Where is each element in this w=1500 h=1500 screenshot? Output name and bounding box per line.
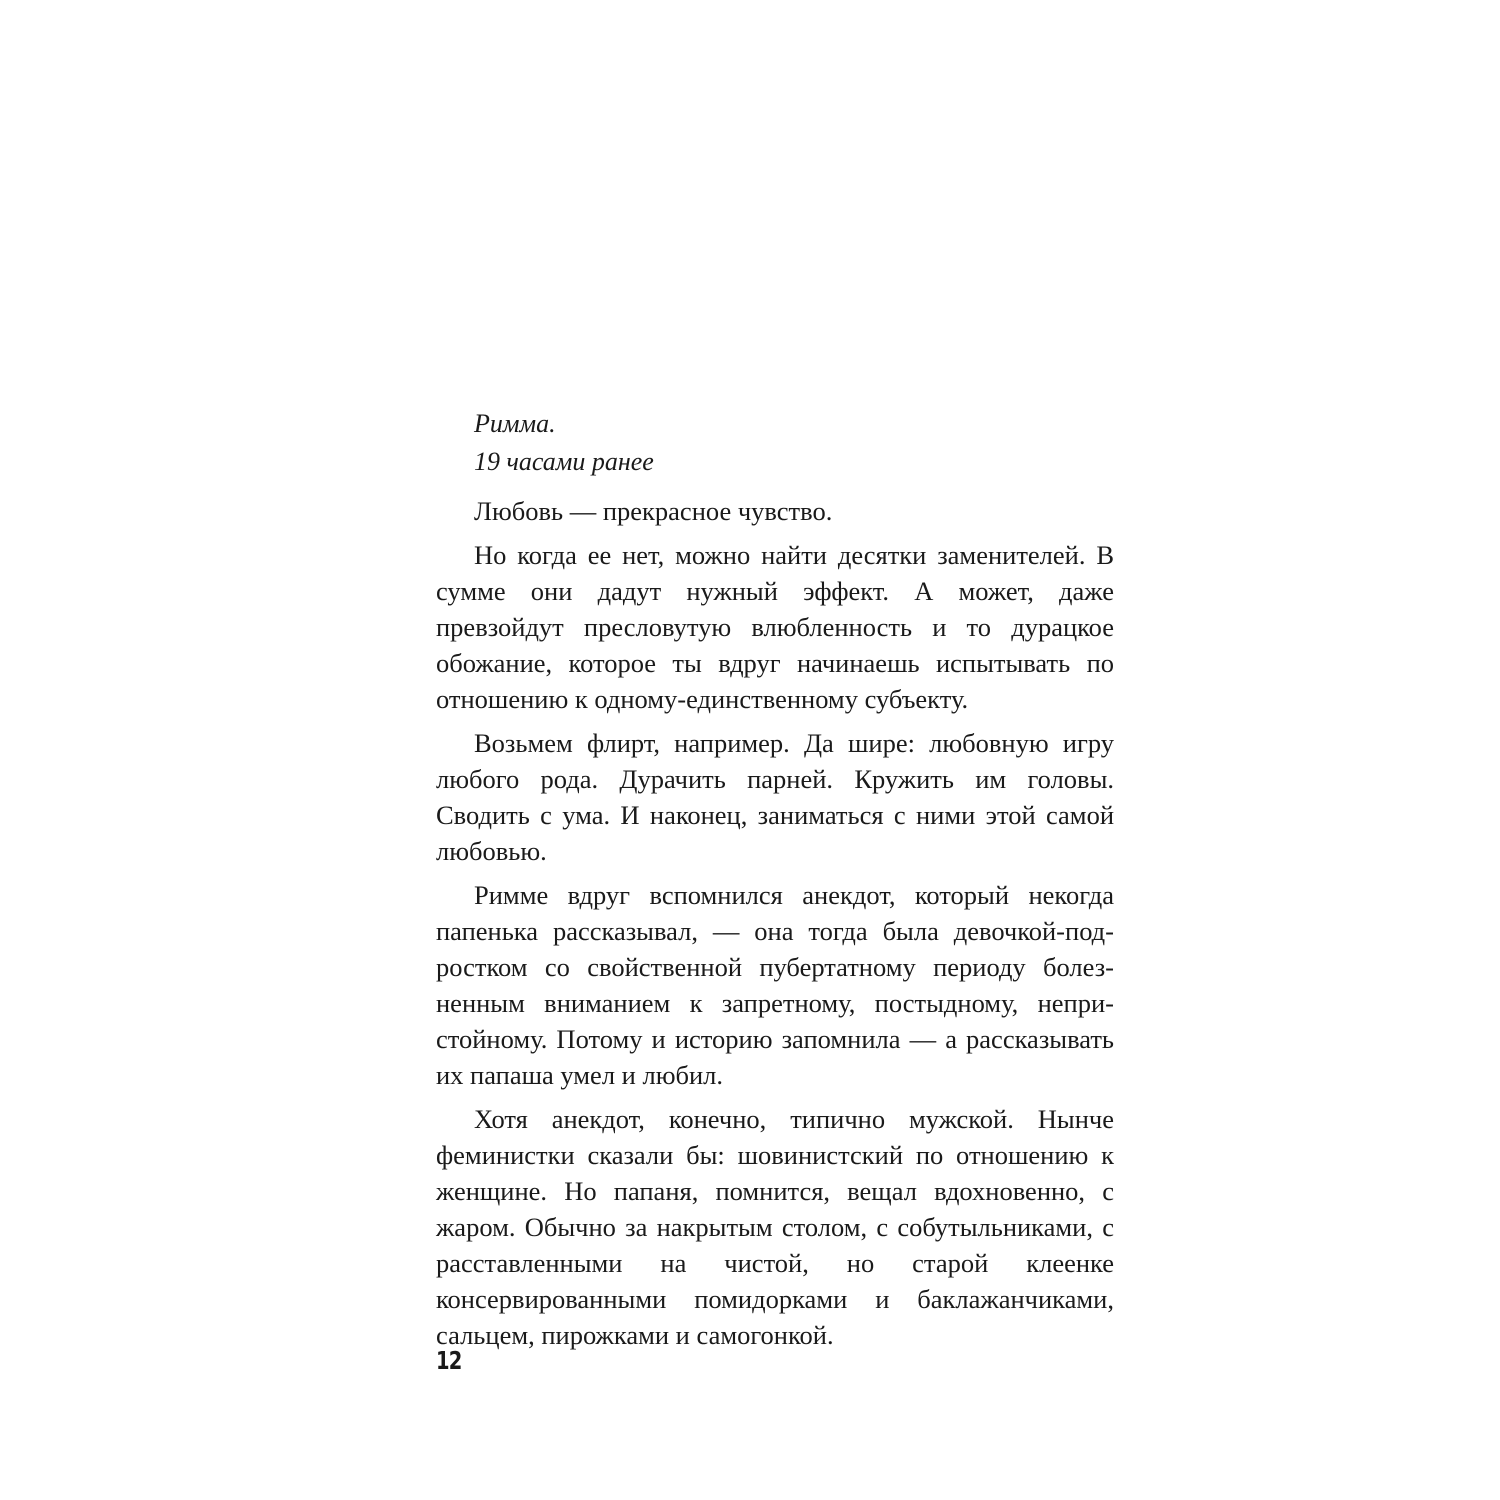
paragraph-1: Любовь — прекрасное чувство. [474, 496, 833, 526]
heading-time-note: 19 часами ранее [474, 447, 654, 476]
page-text-block [436, 405, 1114, 1361]
heading-character-name: Римма. [474, 409, 556, 438]
page-number: 12 [436, 1346, 462, 1375]
paragraph-3: Возьмем флирт, например. Да шире: любовную игру любого рода. Дурачить парней. Кружить им головы. Сводить с ума. И наконец, заниматься с ними этой самой любовью. [436, 728, 1114, 866]
chapter-heading [474, 405, 1114, 481]
paragraph-2: Но когда ее нет, можно найти десятки заменителей. В сумме они дадут нужный эффект. А может, даже превзойдут пресловутую влюбленность и то дурацкое обожание, которое ты вдруг начинаешь испытывать по отношению к одному-единственному субъекту. [436, 540, 1114, 714]
paragraph-4: Римме вдруг вспомнился анекдот, который некогда папенька рассказывал, — она тогда была девочкой-подростком со свойственной пубертатному периоду болезненным вниманием к запретному, постыдному, непристойному. Потому и историю запомнила — а рассказывать их папаша умел и любил. [436, 880, 1114, 1090]
paragraph-5: Хотя анекдот, конечно, типично мужской. Нынче феминистки сказали бы: шовинистский по отношению к женщине. Но папаня, помнится, вещал вдохновенно, с жаром. Обычно за накрытым столом, с собутыльниками, с расставленными на чистой, но старой клеенке консервированными помидорками и баклажанчиками, сальцем, пирожками и самогонкой. [436, 1104, 1114, 1350]
